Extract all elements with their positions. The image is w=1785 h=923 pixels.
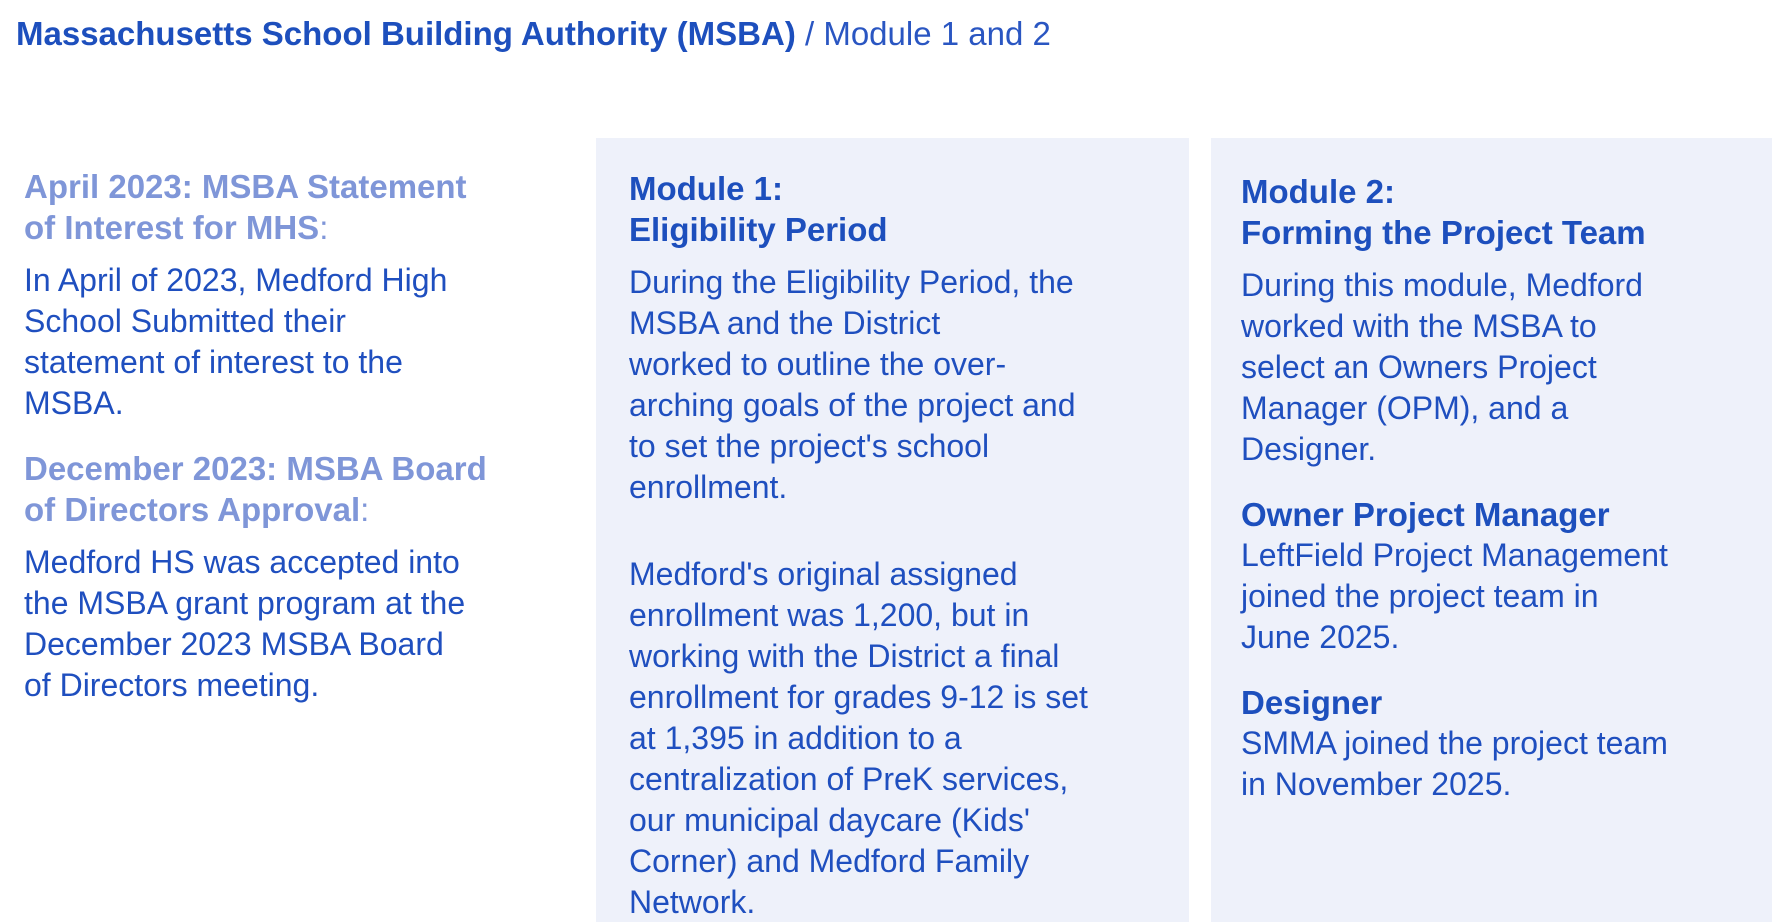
module2-para1: During this module, Medford worked with the MSBA to select an Owners Project Manager (OPM), and a Designer. <box>1241 267 1643 467</box>
approval-heading-text: December 2023: MSBA Board of Directors Approval <box>24 450 487 528</box>
designer-body: SMMA joined the project team in November 2025. <box>1241 725 1668 802</box>
spacer <box>24 530 544 542</box>
left-column <box>24 166 544 706</box>
approval-heading-colon: : <box>360 491 370 528</box>
soi-heading-text: April 2023: MSBA Statement of Interest for MHS <box>24 168 467 246</box>
spacer <box>629 250 1165 262</box>
soi-heading-colon: : <box>319 209 329 246</box>
designer-label: Designer <box>1241 684 1383 721</box>
spacer <box>1241 658 1748 682</box>
module1-panel <box>596 138 1189 922</box>
soi-heading <box>24 166 544 248</box>
module1-para1: During the Eligibility Period, the MSBA and the District worked to outline the over- arching goals of the project and to set the project's school enrollment. <box>629 264 1076 505</box>
opm-label: Owner Project Manager <box>1241 496 1610 533</box>
soi-body: In April of 2023, Medford High School Submitted their statement of interest to the MSBA. <box>24 262 448 421</box>
spacer <box>24 424 544 448</box>
opm-body: LeftField Project Management joined the project team in June 2025. <box>1241 537 1668 655</box>
header-separator: / <box>795 15 824 52</box>
module1-heading: Module 1: Eligibility Period <box>629 170 888 248</box>
spacer <box>629 508 1165 554</box>
page-header <box>16 13 1051 55</box>
module2-content <box>1241 171 1748 805</box>
module1-para2: Medford's original assigned enrollment was 1,200, but in working with the District a final enrollment for grades 9-12 is set at 1,395 in addition to a centralization of PreK services, our municipal daycare (Kids' Corner) and Medford Family Network. <box>629 556 1088 920</box>
header-org: Massachusetts School Building Authority (MSBA) <box>16 15 796 52</box>
header-module: Module 1 and 2 <box>823 15 1051 52</box>
spacer <box>24 248 544 260</box>
module2-panel <box>1211 138 1772 922</box>
approval-heading <box>24 448 544 530</box>
module1-content <box>629 168 1165 923</box>
spacer <box>1241 253 1748 265</box>
spacer <box>1241 470 1748 494</box>
module2-heading: Module 2: Forming the Project Team <box>1241 173 1646 251</box>
approval-body: Medford HS was accepted into the MSBA grant program at the December 2023 MSBA Board of Directors meeting. <box>24 544 466 703</box>
